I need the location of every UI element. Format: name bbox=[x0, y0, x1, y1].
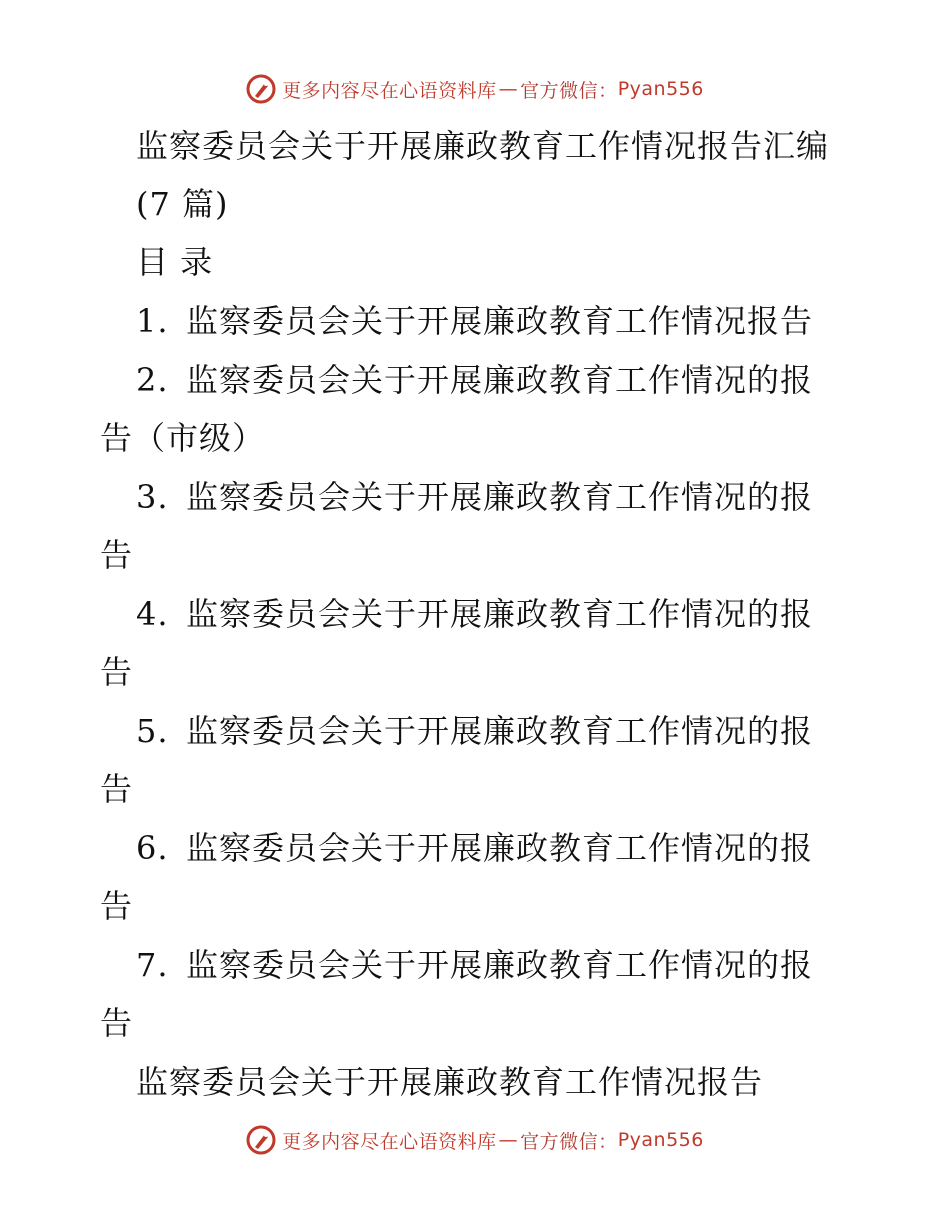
toc-item[interactable] bbox=[136, 360, 813, 400]
watermark-account-label: 官方微信： bbox=[520, 79, 618, 102]
toc-item-wrap: 告 bbox=[100, 536, 134, 574]
watermark-account-label: 官方微信： bbox=[520, 1130, 618, 1153]
toc-heading: 目 录 bbox=[136, 243, 214, 281]
pen-circle-logo-icon bbox=[246, 74, 276, 104]
watermark-account: Pyan556 bbox=[617, 78, 704, 100]
toc-item-text: 监察委员会关于开展廉政教育工作情况的报 bbox=[186, 361, 814, 399]
toc-item-text: 监察委员会关于开展廉政教育工作情况的报 bbox=[186, 712, 814, 750]
toc-item[interactable] bbox=[136, 477, 813, 517]
watermark-site: 更多内容尽在心语资料库 bbox=[282, 1130, 497, 1153]
toc-item-number: 4. bbox=[136, 595, 169, 633]
toc-item-wrap: 告 bbox=[100, 653, 134, 691]
toc-item-number: 6. bbox=[136, 829, 169, 867]
toc-item[interactable] bbox=[136, 828, 813, 868]
toc-item-number: 5. bbox=[136, 712, 169, 750]
toc-item-number: 7. bbox=[136, 946, 169, 984]
toc-item[interactable] bbox=[136, 301, 813, 341]
document-title-line-1: 监察委员会关于开展廉政教育工作情况报告汇编 bbox=[136, 127, 830, 165]
toc-item-text: 监察委员会关于开展廉政教育工作情况报告 bbox=[186, 302, 814, 340]
watermark-site: 更多内容尽在心语资料库 bbox=[282, 79, 497, 102]
toc-item[interactable] bbox=[136, 711, 813, 751]
toc-item-number: 1. bbox=[136, 302, 169, 340]
pen-circle-logo-icon bbox=[246, 1125, 276, 1155]
toc-item-number: 3. bbox=[136, 478, 169, 516]
footer-watermark bbox=[0, 1120, 950, 1160]
toc-item[interactable] bbox=[136, 945, 813, 985]
toc-item-text: 监察委员会关于开展廉政教育工作情况的报 bbox=[186, 478, 814, 516]
toc-item-wrap: 告 bbox=[100, 1004, 134, 1042]
header-watermark bbox=[0, 69, 950, 109]
toc-item-text: 监察委员会关于开展廉政教育工作情况的报 bbox=[186, 595, 814, 633]
toc-item[interactable] bbox=[136, 594, 813, 634]
toc-item-text: 监察委员会关于开展廉政教育工作情况的报 bbox=[186, 946, 814, 984]
toc-item-wrap: 告 bbox=[100, 887, 134, 925]
section-heading: 监察委员会关于开展廉政教育工作情况报告 bbox=[136, 1063, 764, 1101]
watermark-account: Pyan556 bbox=[617, 1129, 704, 1151]
toc-item-wrap: 告（市级） bbox=[100, 419, 266, 457]
watermark-separator: — bbox=[498, 78, 519, 100]
toc-item-number: 2. bbox=[136, 361, 169, 399]
document-title-line-2: (7 篇) bbox=[136, 185, 229, 223]
toc-item-wrap: 告 bbox=[100, 770, 134, 808]
watermark-separator: — bbox=[498, 1129, 519, 1151]
toc-item-text: 监察委员会关于开展廉政教育工作情况的报 bbox=[186, 829, 814, 867]
